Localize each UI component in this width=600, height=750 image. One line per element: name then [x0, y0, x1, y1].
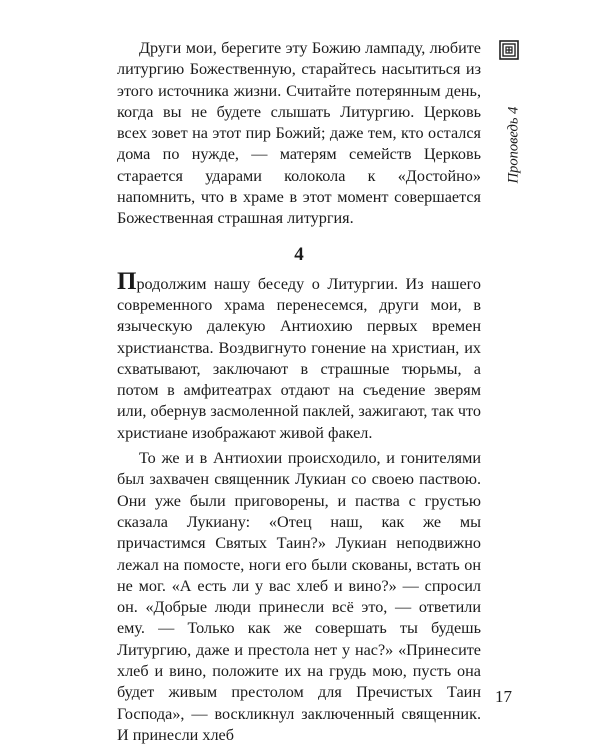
running-head [504, 90, 524, 200]
corner-ornament-icon [499, 40, 519, 60]
paragraph-with-dropcap [117, 267, 481, 444]
paragraph-text: родолжим нашу беседу о Литургии. Из нашего современного храма перенесемся, други мои, в языческую далекую Антиохию первых времен христианства. Воздвигнуто гонение на христиан, их схватывают, заключают в страшные тюрьмы, а потом в амфитеатрах отдают на съедение зверям или, обернув засмоленной паклей, зажигают, так что христиане изображают живой факел. [117, 274, 481, 442]
dropcap-letter: П [117, 267, 137, 295]
page-number: 17 [495, 687, 512, 706]
chapter-number: 4 [294, 243, 304, 265]
running-head-text: Проповедь 4 [505, 106, 522, 184]
paragraph: Други мои, берегите эту Божию лампаду, любите литургию Божественную, старайтесь насытиться из этого источника жизни. Считайте потерянным день, когда вы не будете слышать Литургию. Церковь всех зовет на этот пир Божий; даже тем, кто остался дома по нужде, — матерям семейств Церковь старается ударами колокола к «Достойно» напомнить, что в храме в этот момент совершается Божественная страшная литургия. [117, 39, 481, 228]
paragraph: То же и в Антиохии происходило, и гонителями был захвачен священник Лукиан со своею паствою. Они уже были приговорены, и паства с грустью сказала Лукиану: «Отец наш, как же мы причастимся Святых Таин?» Лукиан неподвижно лежал на помосте, ноги его были скованы, встать он не мог. «А есть ли у вас хлеб и вино?» — спросил он. «Добрые люди принесли всё это, — ответили ему. — Только как же совершать ты будешь Литургию, даже и престола нет у нас?» «Принесите хлеб и вино, положите их на грудь мою, пусть она будет живым престолом для Пречистых Таин Господа», — воскликнул заключенный священник. И принесли хлеб [117, 449, 481, 744]
page-body [117, 38, 481, 746]
